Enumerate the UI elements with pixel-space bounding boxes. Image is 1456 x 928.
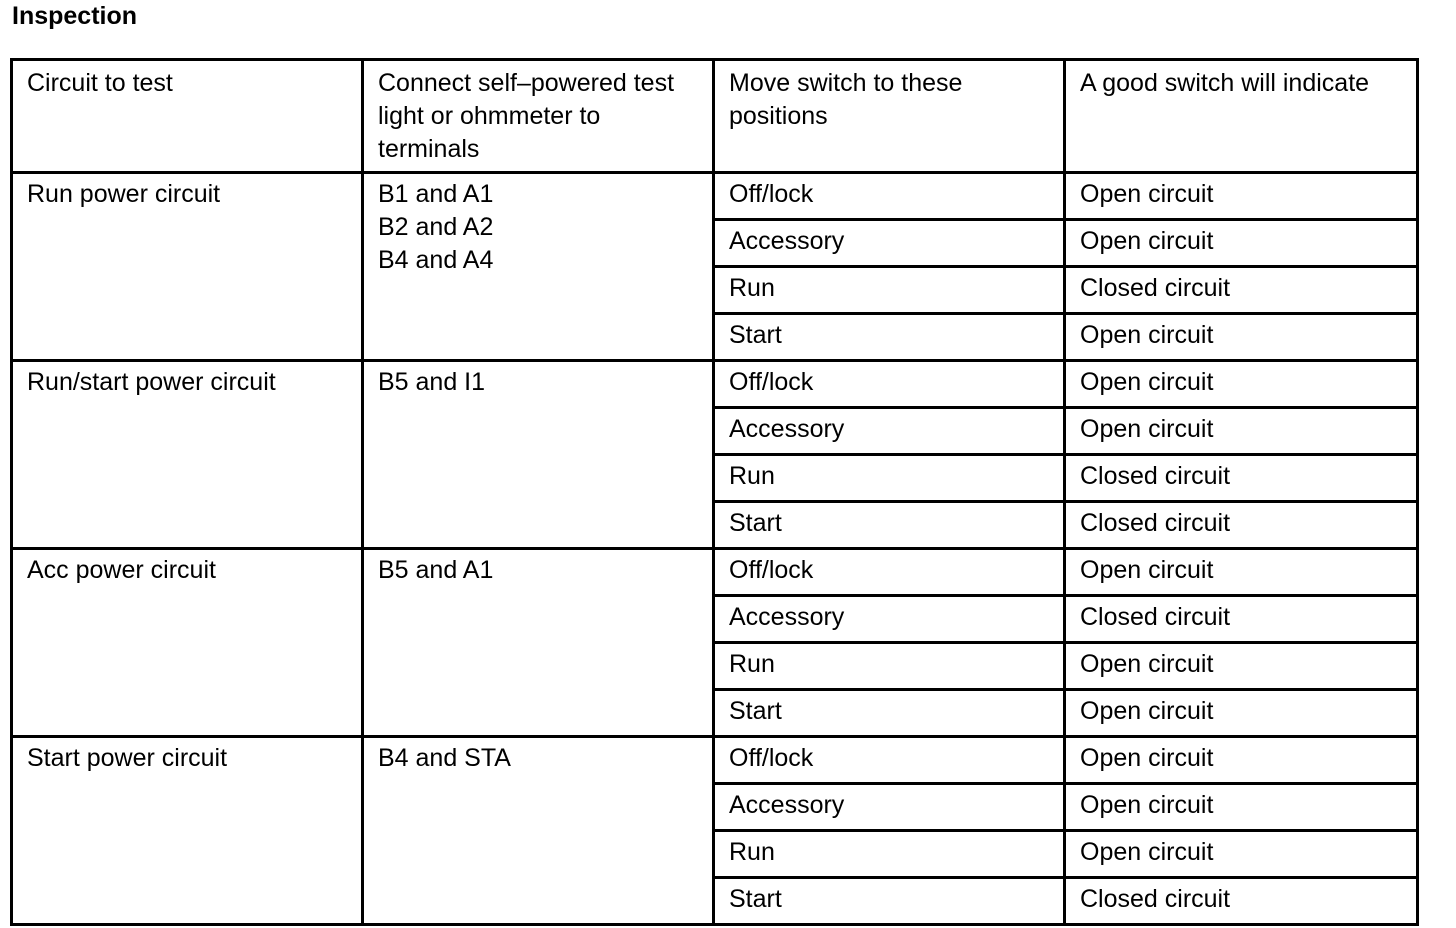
terminal-pair: B4 and STA xyxy=(378,744,511,772)
expected-result: Open circuit xyxy=(1065,549,1418,596)
terminal-pair: B2 and A2 xyxy=(378,213,494,241)
header-switch-positions: Move switch to these positions xyxy=(714,60,1065,173)
switch-position: Off/lock xyxy=(714,737,1065,784)
switch-position: Accessory xyxy=(714,220,1065,267)
terminal-pairs xyxy=(363,361,714,549)
switch-position: Off/lock xyxy=(714,173,1065,220)
terminal-pairs xyxy=(363,173,714,361)
expected-result: Open circuit xyxy=(1065,361,1418,408)
switch-position: Start xyxy=(714,690,1065,737)
switch-position: Off/lock xyxy=(714,549,1065,596)
switch-position: Accessory xyxy=(714,596,1065,643)
expected-result: Closed circuit xyxy=(1065,596,1418,643)
page-title: Inspection xyxy=(12,2,138,30)
header-good-switch-indicates: A good switch will indicate xyxy=(1065,60,1418,173)
terminal-pairs xyxy=(363,549,714,737)
terminal-pair: B5 and I1 xyxy=(378,368,486,396)
expected-result: Open circuit xyxy=(1065,220,1418,267)
terminal-pair: B4 and A4 xyxy=(378,246,494,274)
expected-result: Closed circuit xyxy=(1065,878,1418,925)
expected-result: Open circuit xyxy=(1065,690,1418,737)
inspection-table xyxy=(10,58,1419,926)
header-connect-terminals: Connect self–powered test light or ohmmeter to terminals xyxy=(363,60,714,173)
switch-position: Run xyxy=(714,831,1065,878)
expected-result: Closed circuit xyxy=(1065,455,1418,502)
switch-position: Run xyxy=(714,643,1065,690)
table-row xyxy=(12,549,1418,596)
expected-result: Closed circuit xyxy=(1065,267,1418,314)
circuit-name: Acc power circuit xyxy=(12,549,363,737)
terminal-pair: B5 and A1 xyxy=(378,556,494,584)
table-header-row xyxy=(12,60,1418,173)
header-circuit-to-test: Circuit to test xyxy=(12,60,363,173)
expected-result: Open circuit xyxy=(1065,643,1418,690)
switch-position: Accessory xyxy=(714,784,1065,831)
expected-result: Open circuit xyxy=(1065,173,1418,220)
switch-position: Run xyxy=(714,455,1065,502)
switch-position: Accessory xyxy=(714,408,1065,455)
terminal-pairs xyxy=(363,737,714,925)
table-row xyxy=(12,737,1418,784)
switch-position: Start xyxy=(714,878,1065,925)
table-row xyxy=(12,361,1418,408)
expected-result: Open circuit xyxy=(1065,408,1418,455)
table-row xyxy=(12,173,1418,220)
expected-result: Open circuit xyxy=(1065,737,1418,784)
switch-position: Off/lock xyxy=(714,361,1065,408)
switch-position: Run xyxy=(714,267,1065,314)
expected-result: Open circuit xyxy=(1065,314,1418,361)
switch-position: Start xyxy=(714,502,1065,549)
circuit-name: Start power circuit xyxy=(12,737,363,925)
terminal-pair: B1 and A1 xyxy=(378,180,494,208)
expected-result: Open circuit xyxy=(1065,831,1418,878)
circuit-name: Run/start power circuit xyxy=(12,361,363,549)
circuit-name: Run power circuit xyxy=(12,173,363,361)
expected-result: Closed circuit xyxy=(1065,502,1418,549)
switch-position: Start xyxy=(714,314,1065,361)
expected-result: Open circuit xyxy=(1065,784,1418,831)
